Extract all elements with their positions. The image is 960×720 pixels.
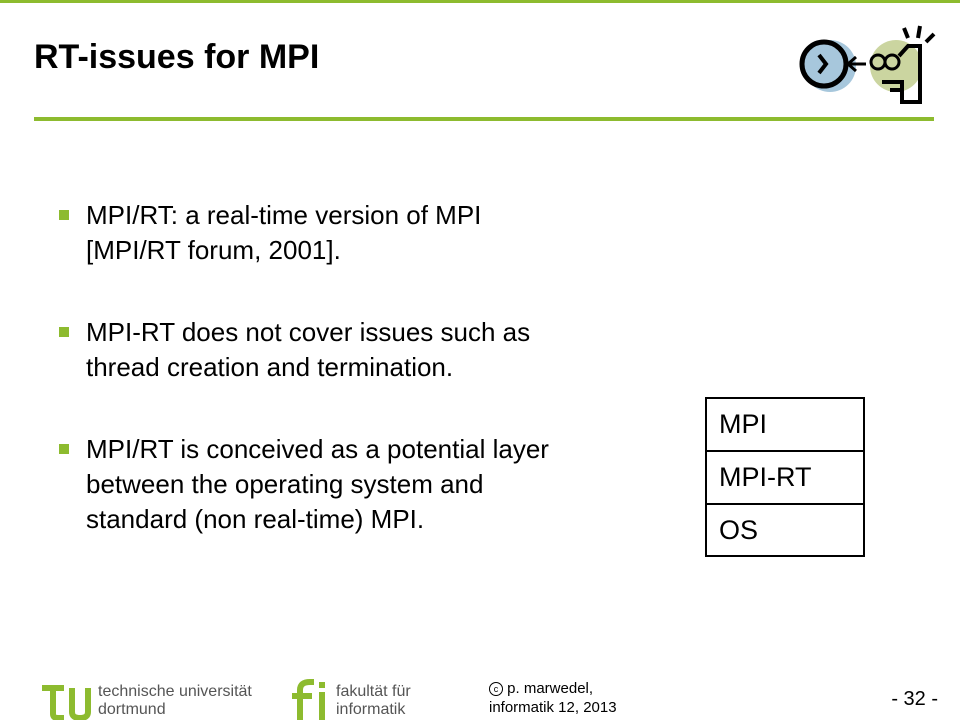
bullet-list [58, 198, 658, 584]
top-rule [0, 0, 960, 3]
bullet-marker-icon [59, 444, 69, 454]
credit-line-1: p. marwedel, [507, 680, 594, 697]
faculty-logo-icon [290, 678, 332, 720]
layer-os: OS [705, 503, 865, 557]
faculty-name: fakultät für informatik [336, 683, 411, 718]
presentation-logo-icon [796, 24, 938, 110]
slide-title: RT-issues for MPI [34, 38, 320, 76]
copyright-icon: c [489, 682, 503, 696]
bullet-text: MPI/RT is conceived as a potential layer between the operating system and standard (non real-time) MPI. [86, 434, 549, 534]
layer-mpi-rt: MPI-RT [705, 450, 865, 503]
bullet-marker-icon [59, 327, 69, 337]
bullet-text: MPI/RT: a real-time version of MPI [MPI/RT forum, 2001]. [86, 200, 482, 265]
credit [489, 679, 617, 717]
bullet-marker-icon [59, 210, 69, 220]
tu-logo-icon [42, 678, 102, 720]
credit-line-2: informatik 12, 2013 [489, 699, 617, 716]
university-name: technische universität dortmund [98, 683, 252, 718]
layer-mpi: MPI [705, 397, 865, 450]
bullet-item [58, 432, 658, 537]
bullet-item [58, 198, 658, 268]
page-number: - 32 - [891, 688, 938, 710]
layer-stack-diagram [705, 397, 865, 557]
title-rule [34, 117, 934, 121]
bullet-text: MPI-RT does not cover issues such as thread creation and termination. [86, 317, 531, 382]
bullet-item [58, 315, 658, 385]
